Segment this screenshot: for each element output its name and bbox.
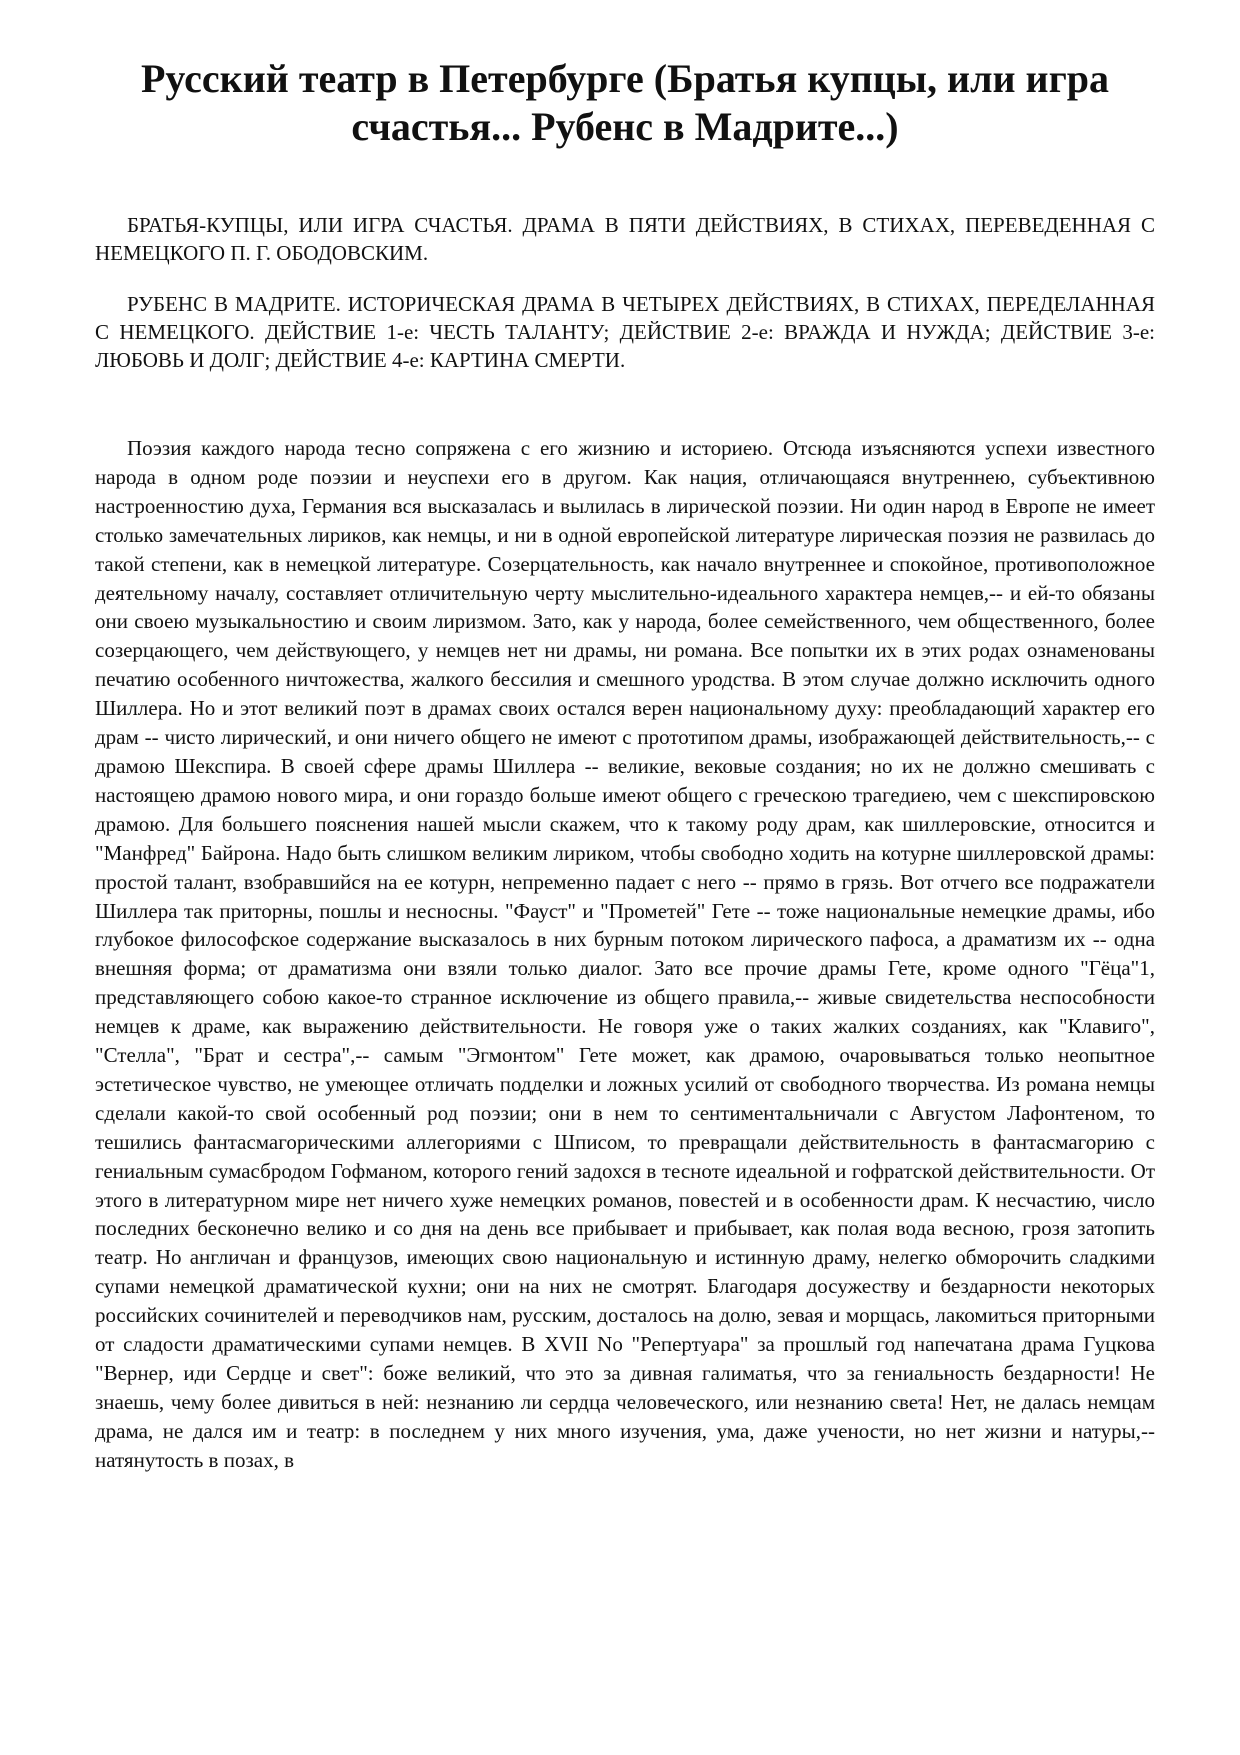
subheadings: [95, 211, 1155, 374]
subheading-rubens-in-madrid: РУБЕНС В МАДРИТЕ. ИСТОРИЧЕСКАЯ ДРАМА В ЧЕТЫРЕХ ДЕЙСТВИЯХ, В СТИХАХ, ПЕРЕДЕЛАННАЯ С НЕМЕЦКОГО. ДЕЙСТВИЕ 1-е: ЧЕСТЬ ТАЛАНТУ; ДЕЙСТВИЕ 2-е: ВРАЖДА И НУЖДА; ДЕЙСТВИЕ 3-е: ЛЮБОВЬ И ДОЛГ; ДЕЙСТВИЕ 4-е: КАРТИНА СМЕРТИ.: [95, 292, 1155, 372]
page-title: Русский театр в Петербурге (Братья купцы, или игра счастья... Рубенс в Мадрите...): [140, 56, 1110, 149]
body-paragraph: Поэзия каждого народа тесно сопряжена с его жизнию и историею. Отсюда изъясняются успехи известного народа в одном роде поэзии и неуспехи его в другом. Как нация, отличающаяся внутреннею, субъективною настроенностию духа, Германия вся высказалась и вылилась в лирической поэзии. Ни один народ в Европе не имеет столько замечательных лириков, как немцы, и ни в одной европейской литературе лирическая поэзия не развилась до такой степени, как в немецкой литературе. Созерцательность, как начало внутреннее и спокойное, противоположное деятельному началу, составляет отличительную черту мыслительно-идеального характера немцев,-- и ей-то обязаны они своею музыкальностию и своим лиризмом. Зато, как у народа, более семейственного, чем общественного, более созерцающего, чем действующего, у немцев нет ни драмы, ни романа. Все попытки их в этих родах ознаменованы печатию особенного ничтожества, жалкого бессилия и смешного уродства. В этом случае должно исключить одного Шиллера. Но и этот великий поэт в драмах своих остался верен национальному духу: преобладающий характер его драм -- чисто лирический, и они ничего общего не имеют с прототипом драмы, изображающей действительность,-- с драмою Шекспира. В своей сфере драмы Шиллера -- великие, вековые создания; но их не должно смешивать с настоящею драмою нового мира, и они гораздо больше имеют общего с греческою трагедиею, чем с шекспировскою драмою. Для большего пояснения нашей мысли скажем, что к такому роду драм, как шиллеровские, относится и "Манфред" Байрона. Надо быть слишком великим лириком, чтобы свободно ходить на котурне шиллеровской драмы: простой талант, взобравшийся на ее котурн, непременно падает с него -- прямо в грязь. Вот отчего все подражатели Шиллера так приторны, пошлы и несносны. "Фауст" и "Прометей" Гете -- тоже национальные немецкие драмы, ибо глубокое философское содержание высказалось в них бурным потоком лирического пафоса, а драматизм их -- одна внешняя форма; от драматизма они взяли только диалог. Зато все прочие драмы Гете, кроме одного "Гёца"1, представляющего собою какое-то странное исключение из общего правила,-- живые свидетельства неспособности немцев к драме, как выражению действительности. Не говоря уже о таких жалких созданиях, как "Клавиго", "Стелла", "Брат и сестра",-- самым "Эгмонтом" Гете может, как драмою, очаровываться только неопытное эстетическое чувство, не умеющее отличать подделки и ложных усилий от свободного творчества. Из романа немцы сделали какой-то свой особенный род поэзии; они в нем то сентиментальничали с Августом Лафонтеном, то тешились фантасмагорическими аллегориями с Шписом, то превращали действительность в фантасмагорию с гениальным сумасбродом Гофманом, которого гений задохся в тесноте идеальной и гофратской действительности. От этого в литературном мире нет ничего хуже немецких романов, повестей и в особенности драм. К несчастию, число последних бесконечно велико и со дня на день все прибывает и прибывает, как полая вода весною, грозя затопить театр. Но англичан и французов, имеющих свою национальную и истинную драму, нелегко обморочить сладкими супами немецкой драматической кухни; они на них не смотрят. Благодаря досужеству и бездарности некоторых российских сочинителей и переводчиков нам, русским, досталось на долю, зевая и морщась, лакомиться приторными от сладости драматическими супами немцев. В XVII No "Репертуара" за прошлый год напечатана драма Гуцкова "Вернер, иди Сердце и свет": боже великий, что это за дивная галиматья, что за гениальность бездарности! Не знаешь, чему более дивиться в ней: незнанию ли сердца человеческого, или незнанию света! Нет, не далась немцам драма, не дался им и театр: в последнем у них много изучения, ума, даже учености, но нет жизни и натуры,-- натянутость в позах, в: [95, 436, 1155, 1472]
document-page: [95, 55, 1155, 1475]
subheading-brothers-merchants: БРАТЬЯ-КУПЦЫ, ИЛИ ИГРА СЧАСТЬЯ. ДРАМА В ПЯТИ ДЕЙСТВИЯХ, В СТИХАХ, ПЕРЕВЕДЕННАЯ С НЕМЕЦКОГО П. Г. ОБОДОВСКИМ.: [95, 213, 1155, 265]
